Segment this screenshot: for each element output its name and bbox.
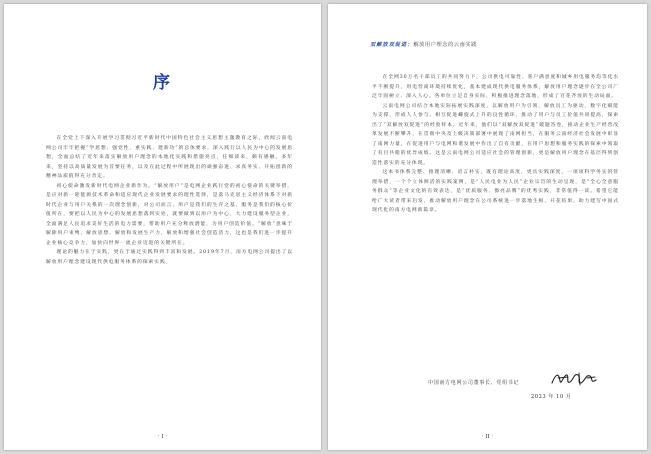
paragraph: 理论的魅力在于实践，更在于通过实践得到丰富和发展。2019年7月，南方电网公司提出了以解放用户理念建设现代供电服务体系的探索实践。	[46, 250, 293, 265]
handwritten-signature-icon	[550, 369, 598, 389]
running-header	[370, 41, 477, 48]
paragraph: 在全网30万名干部员工的共同努力下，公司供电可靠性、客户满意度和城乡用电服务均等化水平不断提升，用电营商环境持续优化，基本建成现代供电服务体系，解放用户理念逐步在全公司广泛牢固树立、深入人心。各单位立足自身实际，积极推进理念落地，形成了百花齐放的生动局面。	[372, 75, 619, 99]
preface-body	[46, 134, 293, 267]
page-left	[4, 4, 321, 450]
paragraph: 云南电网公司结合本地实际拓展实践深度，以解放用户为引领，解放员工为驱动，数字化赋能为支撑，形成人人参与、相互促进螺旋式上升的良性循环，推动了用户与员工价值共同提高，探索出了“双解放双促进”的经验样本。近年来，他们以“双解放双促进”破题答卷，推动企业生产经营改革发展不断攀升，在贯彻中央及上级决策部署中展现了南网担当，在服务云南经济社会发展中彰显了南网力量，在促进用户与电网和谐发展中作出了自有贡献，在用户思想和服务实践的探索中领取了有目共睹的优异成绩。这是云南电网公司适应社会的管理创新，更是解放用户理念在基层得到创造性落实的充分体现。	[372, 103, 619, 166]
preface-title: 序	[153, 73, 172, 93]
signature-title: 中国南方电网公司董事长、党组书记	[428, 380, 520, 386]
paragraph: 初心使命激发新时代电网企业新作为。“解放用户”是电网企业践行党的初心使命的关键举措，是应对新一轮能源技术革命和适应现代企业发展要求的理性选择，是落马克思主义经济体系下对新时代企业与用户关系的一次理念创新，对公司而言，用户是我们的生存之基，服务是我们的核心价值所在，要把以人民为中心的发展思想落到实处，就要做到以用户为中心，大力建设服务型企业，全面满足人民追求美好生活的电力需要，帮助用户充分释放潜能，为用户创造价值。“解放”意味于解除用户束缚，解放思想、解放和发展生产力，解放和增强社会创造活力，这也是我们进一步提升企业核心竞争力，加快向世界一流企业迈进的关键所在。	[46, 183, 293, 246]
preface-body-continued	[372, 73, 619, 216]
page-number: · I ·	[157, 434, 168, 440]
page-right	[328, 4, 647, 450]
paragraph: 在全党上下深入开展学习贯彻习近平新时代中国特色社会主义思想主题教育之际，欣闻云南电网公司牢牢把握“学思想、强党性、重实践、建新功”的总体要求，深入践行以人民为中心的发展思想，全面总结了近年来落实解放用户理念的本地化实践和措施亮点，任细读来，颇有感触。多年来，坚持以高质量发展为首要任务，以及在此过程中所展现出的顽强奋进、求真务实、开拓创新的精神品质值得充分肯定。	[46, 136, 293, 179]
page-number: · II ·	[481, 434, 494, 440]
paragraph: 这本书体系完整、推理清晰、语言朴实，既有理论高度，更具实践深度，一项项科学务实的管理举措，一个个立体鲜活的实践案例，是“人民电业为人民”企业宗旨的生动呈现，是“全心全意服务群众”等企业文化的有效表达，是“优质服务、擦亮品牌”的优秀实践，非常值得一读。希望它能给广大读者带来启发，推动解放用户理念在公司系统进一步落地生根、开花结果，助力建写中国式现代化的南方电网新篇章。	[372, 170, 619, 213]
signature-date: 2023 年 10 月	[531, 394, 572, 400]
running-header-title: 解放用户理念的云南实践	[413, 42, 477, 48]
running-header-highlight: 双解放双促进：	[370, 42, 414, 48]
